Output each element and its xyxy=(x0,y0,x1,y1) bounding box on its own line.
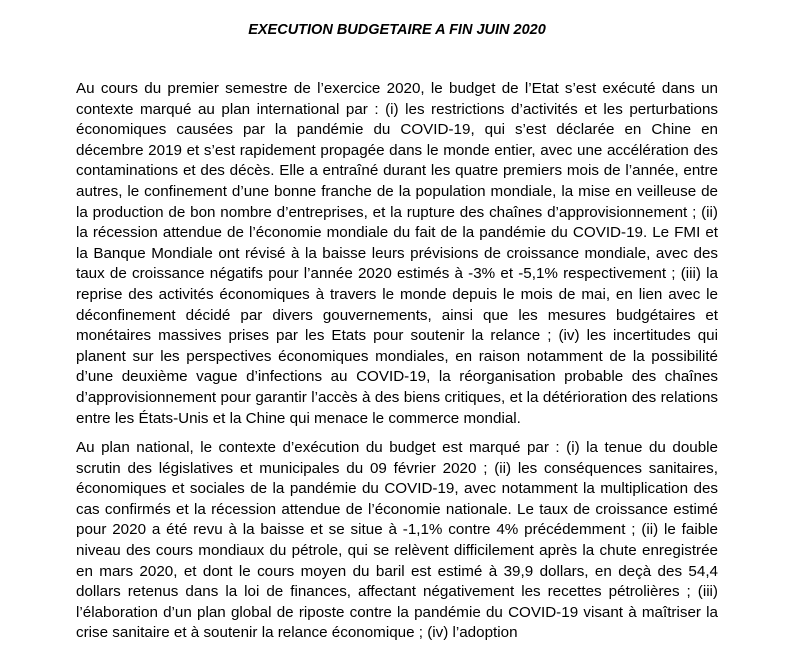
paragraph-international-context: Au cours du premier semestre de l’exercice 2020, le budget de l’Etat s’est exécuté dans un contexte marqué au plan international par : (i) les restrictions d’activités et les perturbations économiques causées par la pandémie du COVID-19, qui s’est déclarée en Chine en décembre 2019 et s’est rapidement propagée dans le monde entier, avec une accélération des contaminations et des décès. Elle a entraîné durant les quatre premiers mois de l’année, entre autres, le confinement d’une bonne franche de la population mondiale, la mise en veilleuse de la production de bon nombre d’entreprises, et la rupture des chaînes d’approvisionnement ; (ii) la récession attendue de l’économie mondiale du fait de la pandémie du COVID-19. Le FMI et la Banque Mondiale ont révisé à la baisse leurs prévisions de croissance mondiale, avec des taux de croissance négatifs pour l’année 2020 estimés à -3% et -5,1% respectivement ; (iii) la reprise des activités économiques à travers le monde depuis le mois de mai, en lien avec le déconfinement décidé par divers gouvernements, ainsi que les mesures budgétaires et monétaires massives prises par les Etats pour soutenir la relance ; (iv) les incertitudes qui planent sur les perspectives économiques mondiales, en raison notamment de la possibilité d’une deuxième vague d’infections au COVID-19, la réorganisation probable des chaînes d’approvisionnement pour garantir l’accès à des biens critiques, et la détérioration des relations entre les États-Unis et la Chine qui menace le commerce mondial. xyxy=(76,80,718,427)
paragraph-national-context: Au plan national, le contexte d’exécution du budget est marqué par : (i) la tenue du double scrutin des législatives et municipales du 09 février 2020 ; (ii) les conséquences sanitaires, économiques et sociales de la pandémie du COVID-19, avec notamment la multiplication des cas confirmés et la récession attendue de l’économie nationale. Le taux de croissance estimé pour 2020 a été revu à la baisse et se situe à -1,1% contre 4% précédemment ; (ii) le faible niveau des cours mondiaux du pétrole, qui se relèvent difficilement après la chute enregistrée en mars 2020, et dont le cours moyen du baril est estimé à 39,9 dollars, en deçà des 54,4 dollars retenus dans la loi de finances, affectant négativement les recettes pétrolières ; (iii) l’élaboration d’un plan global de riposte contre la pandémie du COVID-19 visant à maîtriser la crise sanitaire et à soutenir la relance économique ; (iv) l’adoption xyxy=(76,439,718,642)
document-title: EXECUTION BUDGETAIRE A FIN JUIN 2020 xyxy=(248,22,546,38)
document-body xyxy=(76,79,718,653)
